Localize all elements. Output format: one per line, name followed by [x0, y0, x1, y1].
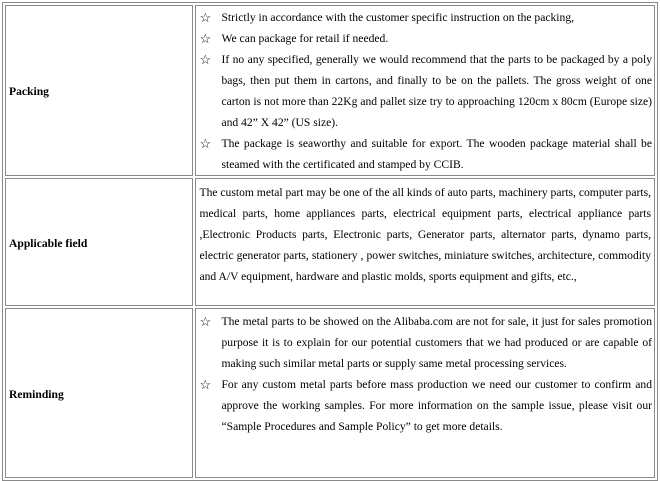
star-outline-icon: ☆ — [199, 136, 212, 151]
table-row-applicable-field — [5, 178, 655, 306]
star-outline-icon: ☆ — [199, 52, 212, 67]
list-item-text: If no any specified, generally we would recommend that the parts to be packaged by a poly bags, then put them in cartons, and finally to be on the pallets. The gross weight of one carton is not more than 22Kg and pallet size try to approaching 120cm x 80cm (Europe size) and 42” X 42” (US size). — [221, 53, 652, 129]
applicable-field-text: The custom metal part may be one of the all kinds of auto parts, machinery parts, computer parts, medical parts, home appliances parts, electrical equipment parts, electrical appliance parts ,Electronic Products parts, Electronic parts, Generator parts, alternator parts, dynamo parts, electric generator parts, stationery , power switches, miniature switches, architecture, commodity and A/V equipment, hardware and plastic molds, sports equipment and gifts, etc., — [199, 186, 651, 283]
info-table — [2, 2, 658, 481]
list-item-text: Strictly in accordance with the customer specific instruction on the packing, — [221, 11, 575, 24]
reminding-content — [195, 308, 655, 478]
list-item-text: For any custom metal parts before mass production we need our customer to confirm and approve the working samples. For more information on the sample issue, please visit our “Sample Procedures and Sample Policy” to get more details. — [221, 378, 652, 433]
star-outline-icon: ☆ — [199, 314, 212, 329]
table-row-reminding — [5, 308, 655, 478]
star-outline-icon: ☆ — [199, 10, 212, 25]
list-item-text: The package is seaworthy and suitable for export. The wooden package material shall be steamed with the certificated and stamped by CCIB. — [221, 137, 652, 171]
list-item-text: The metal parts to be showed on the Alibaba.com are not for sale, it just for sales promotion purpose it is to explain for our potential customers that we had produced or are capable of making such similar metal parts or supply same metal processing services. — [221, 315, 652, 370]
row-label-applicable-field: Applicable field — [5, 178, 193, 306]
star-outline-icon: ☆ — [199, 377, 212, 392]
list-item — [199, 374, 653, 437]
list-item — [199, 311, 653, 374]
row-label-packing: Packing — [5, 5, 193, 176]
star-outline-icon: ☆ — [199, 31, 212, 46]
list-item — [199, 28, 653, 49]
list-item — [199, 133, 653, 175]
list-item — [199, 7, 653, 28]
table-row-packing — [5, 5, 655, 176]
list-item-text: We can package for retail if needed. — [221, 32, 389, 45]
packing-content — [195, 5, 655, 176]
list-item — [199, 49, 653, 133]
applicable-field-content — [195, 178, 655, 306]
row-label-reminding: Reminding — [5, 308, 193, 478]
